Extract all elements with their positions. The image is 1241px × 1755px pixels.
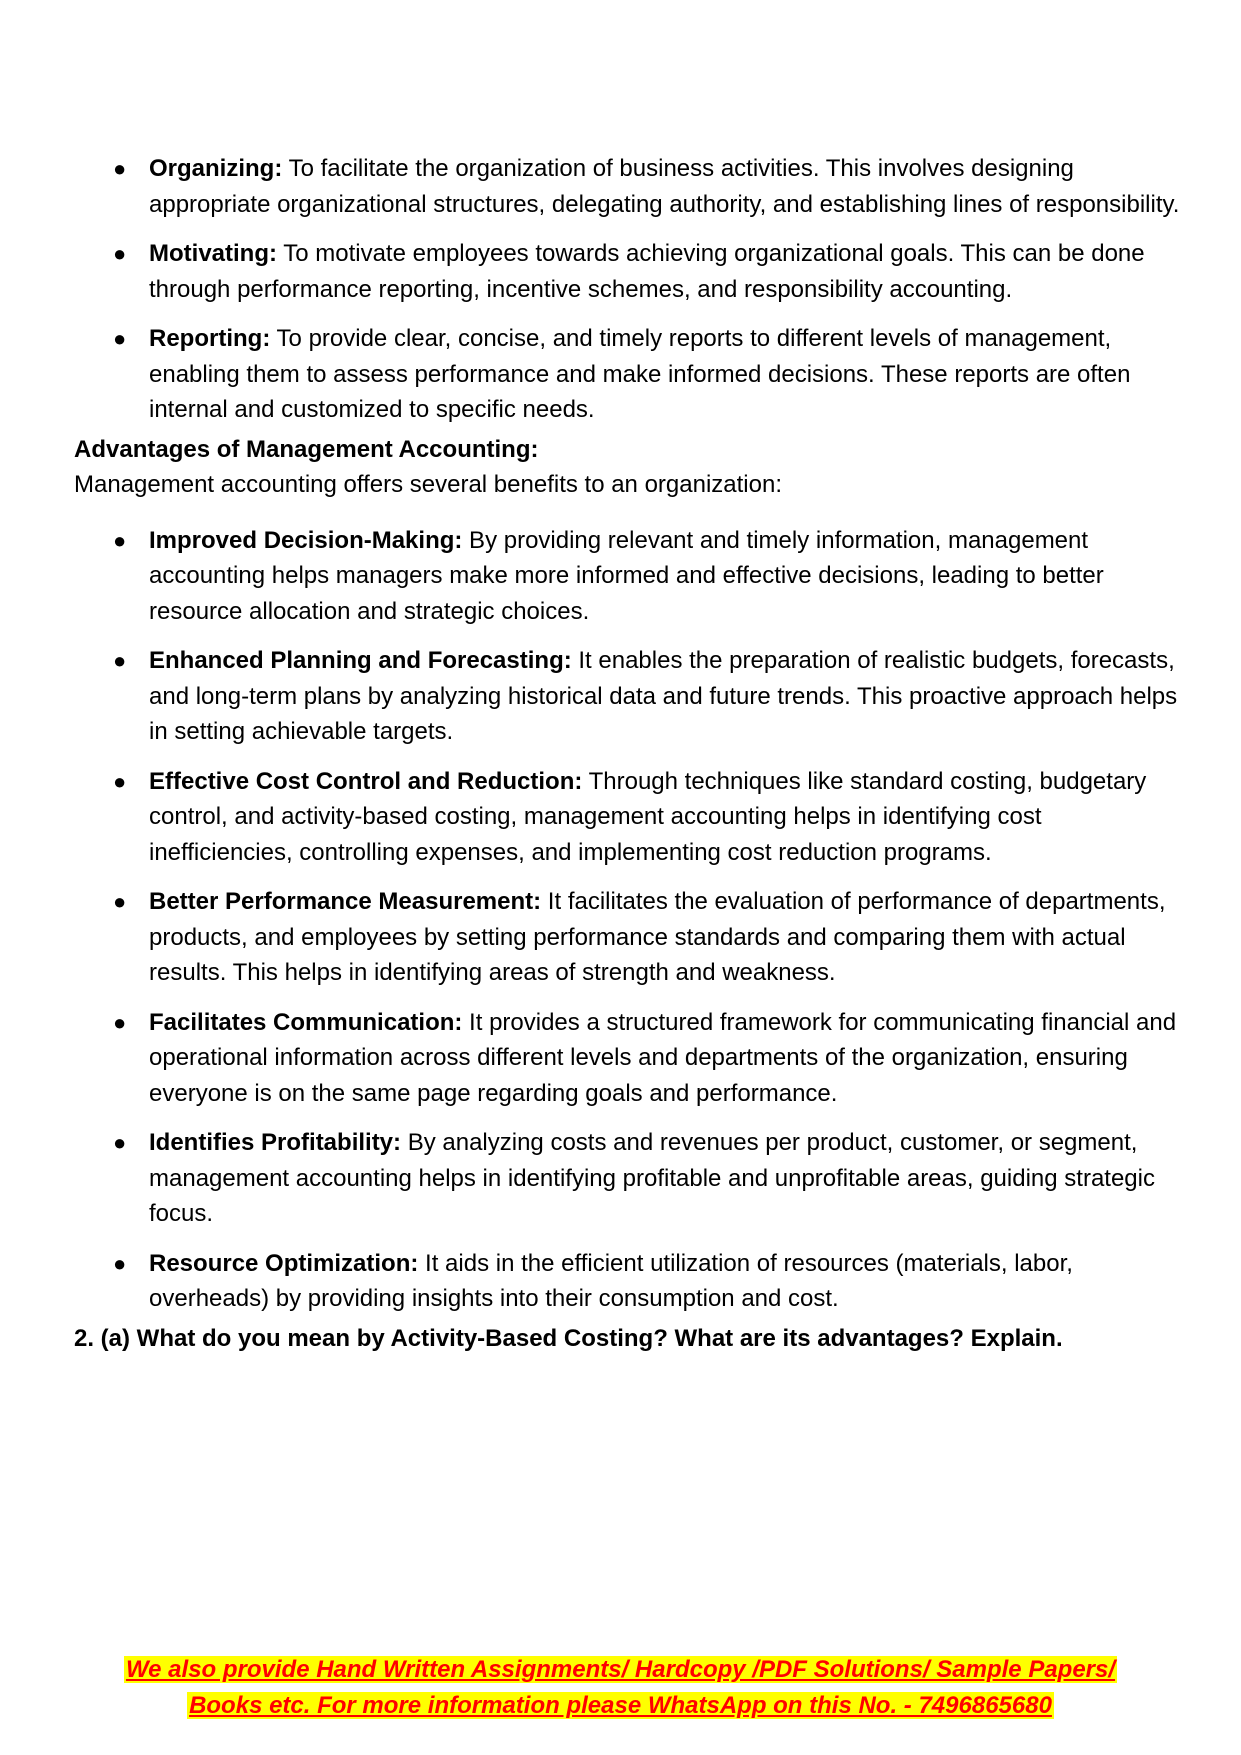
item-term: Enhanced Planning and Forecasting: [149, 647, 572, 674]
item-text: To provide clear, concise, and timely reports to different levels of management, enabling them to assess performance and make informed decisions. These reports are often internal and customized to specific needs. [149, 325, 1131, 423]
list-item [74, 321, 1184, 428]
list-item [74, 643, 1184, 750]
bullet-icon: ● [113, 1250, 127, 1276]
item-text: By providing relevant and timely information, management accounting helps managers make more informed and effective decisions, leading to better resource allocation and strategic choices. [149, 526, 1104, 625]
promo-line-1: We also provide Hand Written Assignments/ Hardcopy /PDF Solutions/ Sample Papers/ [125, 1656, 1116, 1683]
item-term: Facilitates Communication: [149, 1008, 463, 1036]
bullet-icon: ● [113, 1009, 127, 1035]
item-text: To motivate employees towards achieving organizational goals. This can be done through performance reporting, incentive schemes, and responsibility accounting. [149, 240, 1145, 303]
list-item [74, 1246, 1184, 1317]
bullet-icon: ● [113, 1130, 127, 1155]
list-item [74, 1005, 1184, 1112]
item-term: Motivating: [149, 240, 277, 267]
item-term: Effective Cost Control and Reduction: [149, 767, 583, 795]
item-text: It aids in the efficient utilization of resources (materials, labor, overheads) by providing insights into their consumption and cost. [149, 1249, 1073, 1312]
item-term: Improved Decision-Making: [149, 526, 463, 554]
item-text: Through techniques like standard costing, budgetary control, and activity-based costing, management accounting helps in identifying cost inefficiencies, controlling expenses, and implementing cost reduction programs. [149, 767, 1147, 866]
bullet-icon: ● [113, 889, 127, 914]
list-item [74, 1125, 1184, 1232]
list-item [74, 884, 1184, 991]
item-term: Organizing: [149, 155, 283, 182]
promo-footer [0, 1652, 1241, 1724]
list-item [74, 523, 1184, 630]
section-heading: Advantages of Management Accounting: [74, 435, 539, 463]
item-text: To facilitate the organization of business activities. This involves designing appropriate organizational structures, delegating authority, and establishing lines of responsibility. [149, 155, 1180, 218]
item-term: Reporting: [149, 325, 271, 352]
item-text: It facilitates the evaluation of performance of departments, products, and employees by setting performance standards and comparing them with actual results. This helps in identifying areas of strength and weakness. [149, 888, 1166, 986]
advantages-list [74, 523, 1184, 1317]
bullet-icon: ● [113, 648, 127, 673]
bullet-icon: ● [113, 156, 127, 181]
document-body [74, 151, 1184, 1356]
item-term: Resource Optimization: [149, 1249, 419, 1277]
item-term: Identifies Profitability: [149, 1129, 402, 1156]
item-text: By analyzing costs and revenues per product, customer, or segment, management accounting helps in identifying profitable and unprofitable areas, guiding strategic focus. [149, 1129, 1155, 1227]
list-item [74, 764, 1184, 871]
question-heading: 2. (a) What do you mean by Activity-Based Costing? What are its advantages? Explain. [74, 1324, 1063, 1352]
item-text: It enables the preparation of realistic budgets, forecasts, and long-term plans by analyzing historical data and future trends. This proactive approach helps in setting achievable targets. [149, 647, 1178, 745]
bullet-icon: ● [113, 241, 127, 266]
bullet-icon: ● [113, 768, 127, 794]
bullet-icon: ● [113, 326, 127, 351]
item-text: It provides a structured framework for communicating financial and operational information across different levels and departments of the organization, ensuring everyone is on the same page regarding goals and performance. [149, 1008, 1177, 1107]
item-term: Better Performance Measurement: [149, 888, 542, 915]
section-intro: Management accounting offers several benefits to an organization: [74, 471, 782, 498]
list-item [74, 151, 1184, 222]
bullet-icon: ● [113, 527, 127, 553]
objectives-list [74, 151, 1184, 428]
promo-line-2: Books etc. For more information please WhatsApp on this No. - 7496865680 [189, 1692, 1052, 1719]
list-item [74, 236, 1184, 307]
